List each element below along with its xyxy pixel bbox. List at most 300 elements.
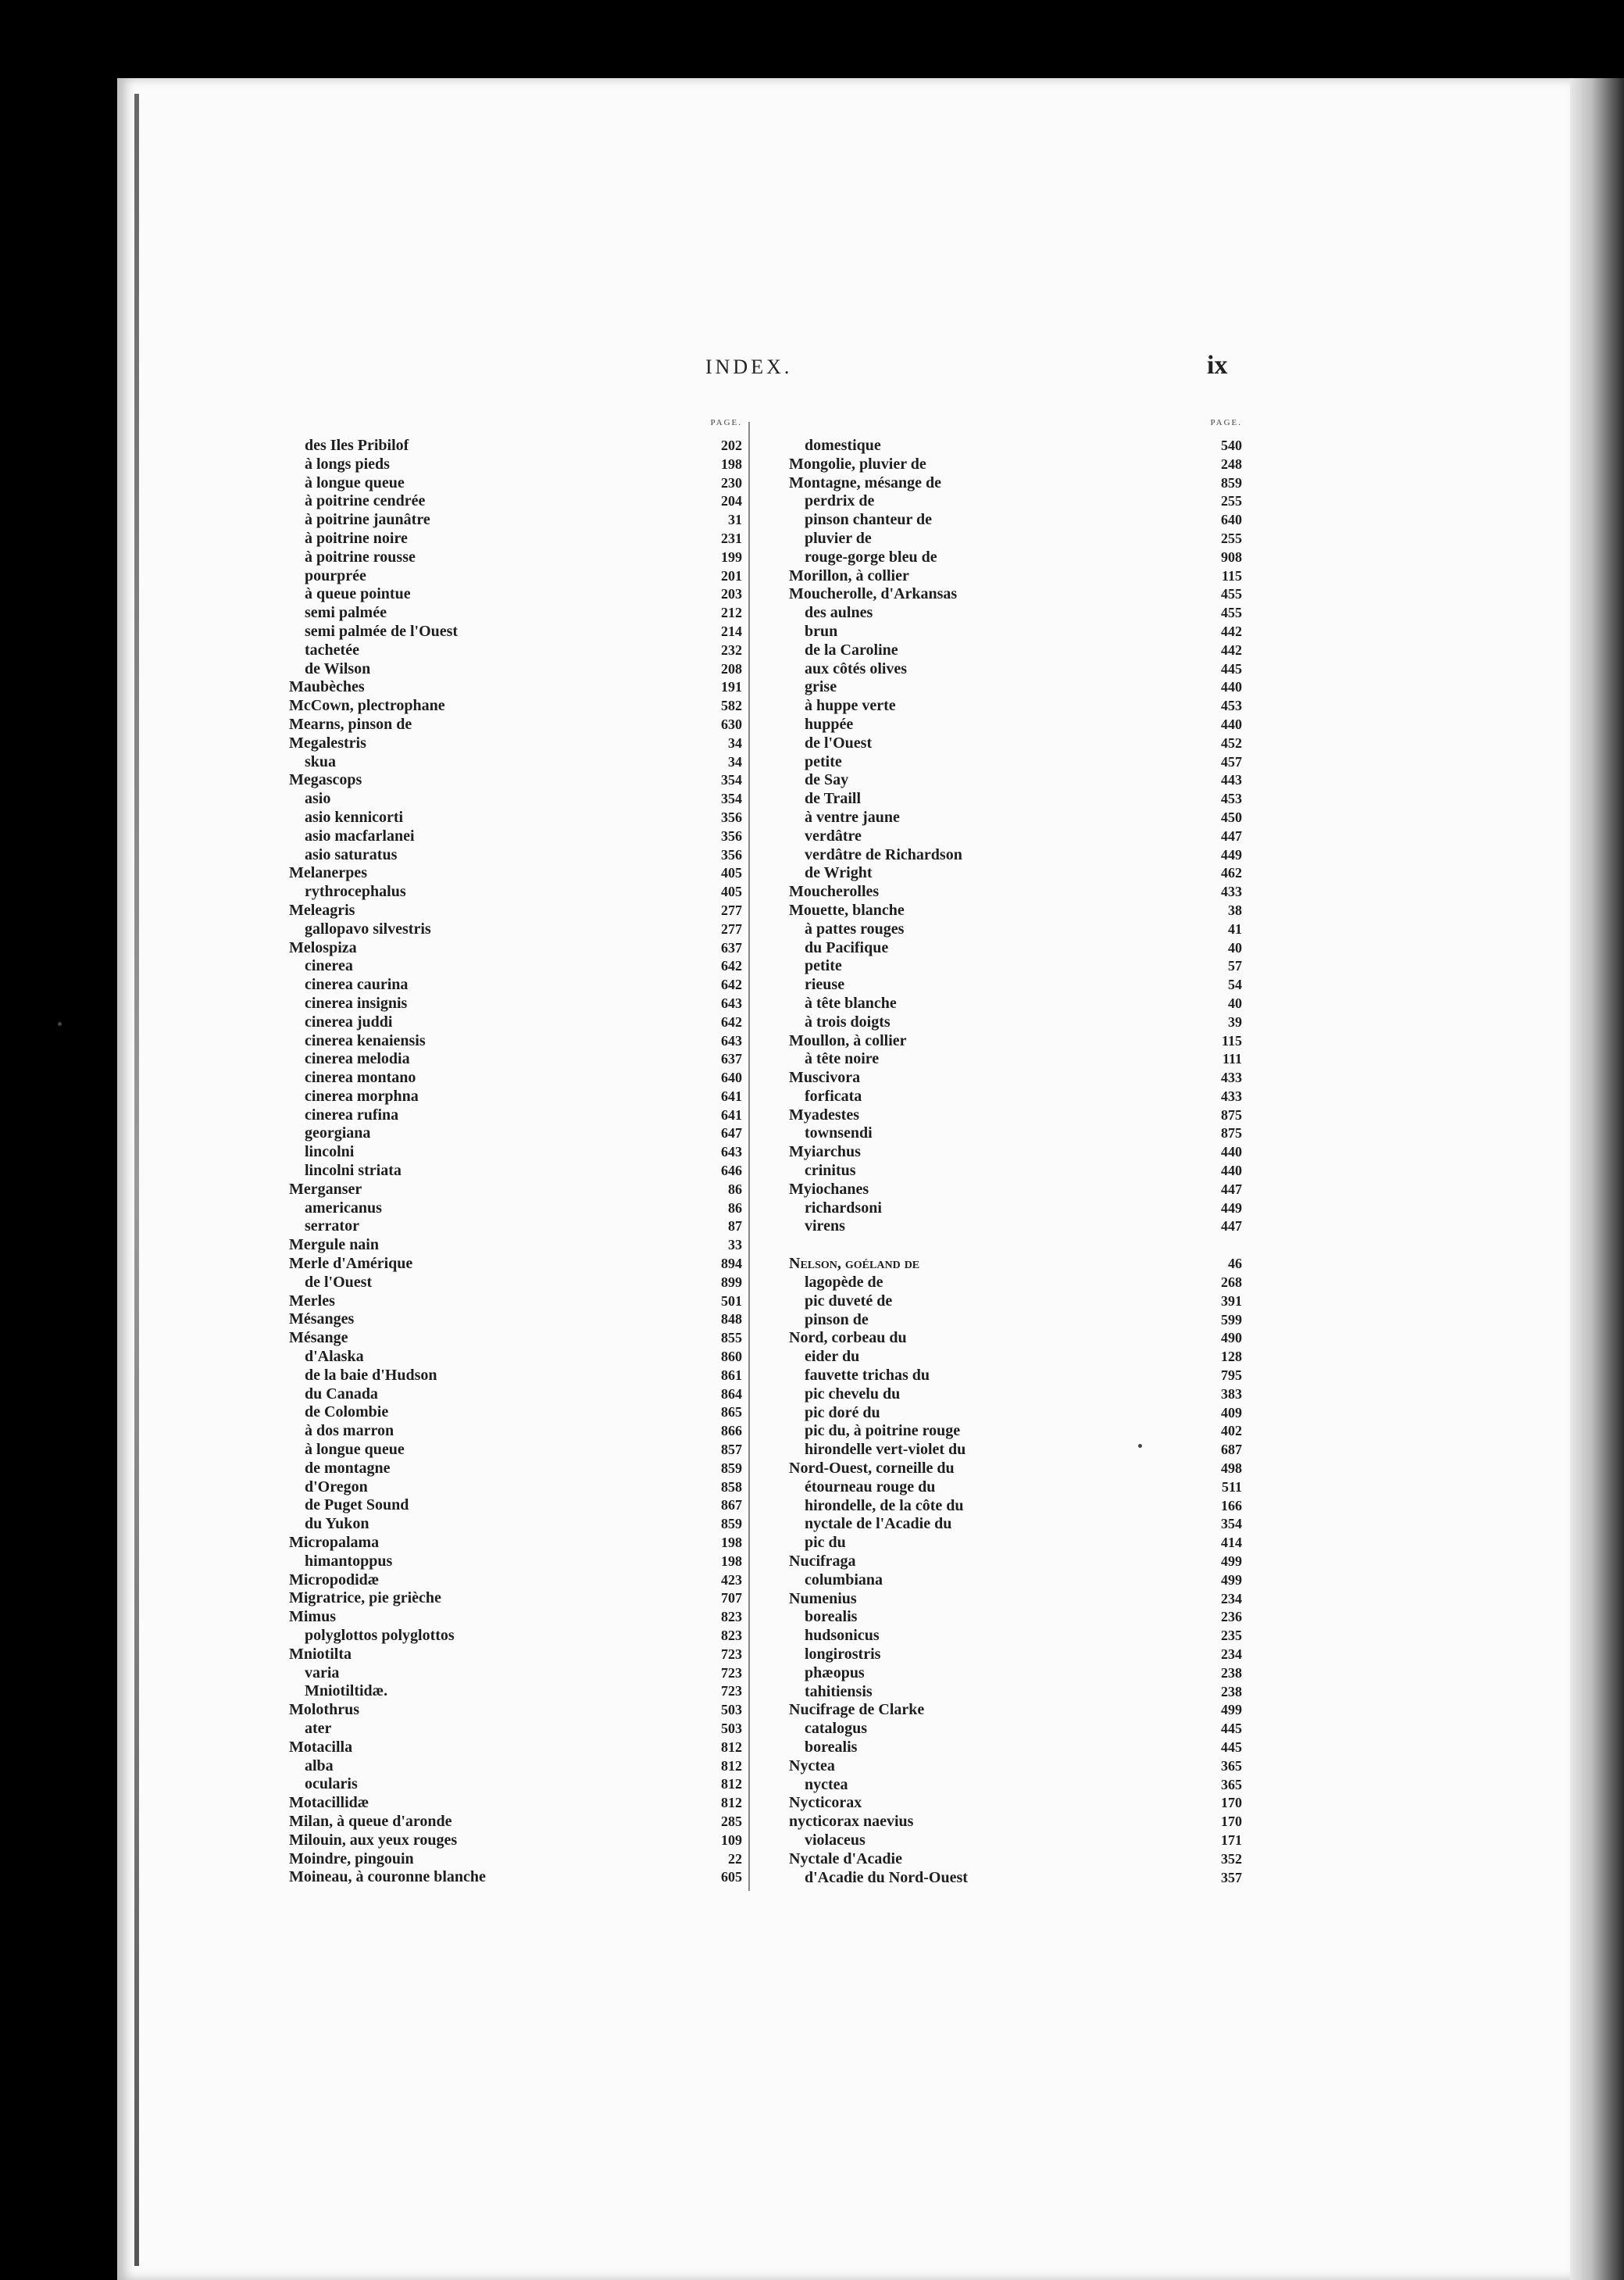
page-label: PAGE. [1210, 418, 1242, 427]
index-term: nycticorax naevius [789, 1813, 914, 1831]
index-term: de la baie d'Hudson [305, 1366, 437, 1384]
index-term: cinerea rufina [305, 1106, 399, 1124]
index-page-ref: 277 [721, 920, 742, 937]
index-page-ref: 855 [721, 1330, 742, 1346]
index-term: lagopède de [805, 1274, 883, 1292]
index-entry [789, 864, 1242, 883]
index-entry [289, 939, 742, 958]
index-page-ref: 452 [1221, 734, 1242, 751]
index-term: asio [305, 790, 331, 808]
index-term: Mearns, pinson de [289, 715, 412, 733]
index-term: étourneau rouge du [805, 1478, 936, 1496]
index-page-ref: 860 [721, 1349, 742, 1365]
page-edge [1570, 78, 1624, 2280]
index-page-ref: 723 [721, 1646, 742, 1662]
index-term: d'Acadie du Nord-Ouest [805, 1868, 968, 1886]
index-term: de Traill [805, 790, 862, 808]
index-page-ref: 447 [1221, 1181, 1242, 1197]
index-page-ref: 356 [721, 827, 742, 844]
index-term: Micropalama [289, 1534, 380, 1552]
index-term: Nycticorax [789, 1794, 862, 1812]
index-term: violaceus [805, 1831, 866, 1849]
index-entry [789, 1088, 1242, 1106]
index-page-ref: 503 [721, 1720, 742, 1736]
index-term: à poitrine noire [305, 529, 408, 547]
index-entry [289, 846, 742, 865]
index-page-ref: 642 [721, 1013, 742, 1030]
index-page-ref: 208 [721, 660, 742, 677]
index-page-ref: 643 [721, 1144, 742, 1160]
index-entry [289, 1515, 742, 1534]
index-term: cinerea [305, 957, 353, 975]
index-entry [289, 1422, 742, 1441]
index-term: georgiana [305, 1124, 371, 1142]
index-term: borealis [805, 1608, 858, 1626]
index-entry [789, 1329, 1242, 1348]
index-entry [789, 456, 1242, 474]
index-page-ref: 285 [721, 1813, 742, 1829]
index-page-ref: 405 [721, 865, 742, 881]
index-page-ref: 812 [721, 1739, 742, 1755]
index-page-ref: 859 [721, 1460, 742, 1476]
index-term: ocularis [305, 1775, 358, 1793]
index-entry [289, 1868, 742, 1887]
index-entry [789, 1701, 1242, 1720]
index-entry [289, 492, 742, 511]
index-term: pic doré du [805, 1403, 880, 1421]
index-page-ref: 499 [1221, 1553, 1242, 1570]
index-term: rythrocephalus [305, 883, 406, 901]
index-term: tahitiensis [805, 1682, 873, 1700]
index-page-ref: 642 [721, 958, 742, 974]
index-page-ref: 812 [721, 1795, 742, 1811]
index-entry [789, 1441, 1242, 1460]
index-entry [289, 697, 742, 716]
index-entry [789, 1478, 1242, 1497]
index-page-ref: 499 [1221, 1571, 1242, 1588]
index-term: tachetée [305, 641, 359, 659]
index-page-ref: 859 [1221, 474, 1242, 491]
index-page-ref: 455 [1221, 586, 1242, 602]
index-term: cinerea montano [305, 1069, 416, 1087]
column-divider [748, 422, 750, 1891]
index-entry [789, 1794, 1242, 1813]
index-page-ref: 238 [1221, 1683, 1242, 1699]
index-entry [789, 567, 1242, 586]
index-term: eider du [805, 1348, 860, 1366]
index-page-ref: 643 [721, 995, 742, 1011]
index-entry [789, 623, 1242, 641]
index-entry [789, 1255, 1242, 1274]
index-page-ref: 637 [721, 939, 742, 956]
index-term: huppée [805, 715, 854, 733]
index-entry [789, 753, 1242, 772]
index-term: Nelson, goéland de [789, 1255, 920, 1273]
index-entry [289, 474, 742, 493]
index-term: lincolni striata [305, 1162, 402, 1180]
index-page-ref: 433 [1221, 1088, 1242, 1104]
index-term: des aulnes [805, 604, 873, 622]
column-header [289, 418, 742, 437]
index-term: des Iles Pribilof [305, 437, 409, 454]
index-page-ref: 234 [1221, 1646, 1242, 1662]
index-page-ref: 115 [1221, 1032, 1242, 1049]
index-page-ref: 268 [1221, 1274, 1242, 1291]
index-term: de Colombie [305, 1403, 389, 1421]
index-page-ref: 40 [1228, 939, 1242, 956]
index-page-ref: 440 [1221, 716, 1242, 732]
index-page-ref: 354 [1221, 1516, 1242, 1532]
index-page-ref: 630 [721, 716, 742, 732]
index-entry [789, 976, 1242, 995]
page-title: INDEX. [705, 356, 793, 378]
index-term: Merle d'Amérique [289, 1255, 413, 1273]
index-page-ref: 875 [1221, 1125, 1242, 1142]
index-term: de la Caroline [805, 641, 898, 659]
index-term: d'Oregon [305, 1478, 368, 1496]
index-term: Milan, à queue d'aronde [289, 1812, 452, 1830]
index-term: pic du [805, 1534, 846, 1552]
index-entry [789, 939, 1242, 958]
index-page-ref: 354 [721, 791, 742, 807]
index-entry [289, 1460, 742, 1478]
index-entry [289, 716, 742, 734]
index-entry [289, 604, 742, 623]
index-entry [789, 1813, 1242, 1832]
index-entry [289, 1162, 742, 1181]
index-entry [789, 492, 1242, 511]
index-entry [789, 1776, 1242, 1795]
index-entry [789, 474, 1242, 493]
index-entry [789, 1850, 1242, 1869]
index-term: semi palmée de l'Ouest [305, 622, 459, 640]
index-entry [789, 1869, 1242, 1888]
index-page-ref: 230 [721, 474, 742, 491]
index-entry [289, 827, 742, 846]
index-page-ref: 38 [1228, 902, 1242, 918]
index-term: Mimus [289, 1608, 336, 1626]
index-entry [289, 1627, 742, 1646]
index-entry [789, 1013, 1242, 1032]
index-page-ref: 277 [721, 902, 742, 918]
index-term: Myiarchus [789, 1143, 861, 1161]
index-term: pourprée [305, 566, 366, 584]
index-page-ref: 365 [1221, 1757, 1242, 1774]
index-entry [289, 753, 742, 772]
index-page-ref: 109 [721, 1832, 742, 1848]
index-term: à tête blanche [805, 994, 897, 1012]
index-page-ref: 823 [721, 1628, 742, 1643]
index-entry [289, 976, 742, 995]
page-number: ix [1207, 351, 1228, 380]
index-page-ref: 642 [721, 977, 742, 993]
index-entry [789, 604, 1242, 623]
index-page-ref: 447 [1221, 827, 1242, 844]
index-term: de Wilson [305, 659, 371, 677]
index-entry [289, 660, 742, 679]
index-page-ref: 212 [721, 605, 742, 621]
index-page-ref: 823 [721, 1609, 742, 1625]
index-term: Mniotiltidæ. [305, 1682, 388, 1700]
index-page-ref: 115 [1221, 567, 1242, 584]
index-page-ref: 449 [1221, 1199, 1242, 1216]
index-term: fauvette trichas du [805, 1367, 930, 1385]
index-term: catalogus [805, 1720, 867, 1738]
index-page-ref: 453 [1221, 698, 1242, 714]
index-term: aux côtés olives [805, 659, 908, 677]
index-term: brun [805, 622, 838, 640]
index-entry [289, 1739, 742, 1757]
index-term: virens [805, 1217, 845, 1235]
index-page-ref: 357 [1221, 1869, 1242, 1885]
index-column-right [789, 418, 1242, 1887]
index-page-ref: 447 [1221, 1218, 1242, 1235]
index-page-ref: 795 [1221, 1367, 1242, 1384]
index-term: lincolni [305, 1143, 355, 1161]
index-entry [789, 1515, 1242, 1534]
index-term: Moineau, à couronne blanche [289, 1868, 486, 1886]
index-term: Moullon, à collier [789, 1031, 907, 1049]
index-entry [789, 1497, 1242, 1516]
index-page-ref: 87 [728, 1218, 742, 1235]
index-entry [289, 864, 742, 883]
page-label: PAGE. [710, 418, 742, 427]
index-entry [289, 1534, 742, 1553]
index-entry [289, 1794, 742, 1813]
index-entry [789, 1627, 1242, 1646]
index-term: pic chevelu du [805, 1385, 901, 1403]
index-term: columbiana [805, 1571, 883, 1588]
column-header [789, 418, 1242, 437]
index-page-ref: 40 [1228, 995, 1242, 1011]
index-term: pinson de [805, 1310, 869, 1328]
index-page-ref: 414 [1221, 1535, 1242, 1551]
index-entry [789, 1181, 1242, 1199]
index-entry [789, 1739, 1242, 1757]
index-term: hudsonicus [805, 1627, 880, 1645]
index-entry [789, 1646, 1242, 1664]
index-entry [789, 1534, 1242, 1553]
index-term: forficata [805, 1087, 862, 1105]
index-page-ref: 540 [1221, 438, 1242, 453]
index-page-ref: 707 [721, 1590, 742, 1606]
index-term: Myadestes [789, 1106, 859, 1124]
index-term: rouge-gorge bleu de [805, 548, 937, 566]
index-term: à longs pieds [305, 455, 390, 473]
index-page-ref: 640 [721, 1070, 742, 1086]
index-page-ref: 234 [1221, 1590, 1242, 1606]
index-page-ref: 442 [1221, 641, 1242, 658]
index-page-ref: 858 [721, 1478, 742, 1495]
index-term: à huppe verte [805, 697, 896, 715]
index-page-ref: 440 [1221, 1163, 1242, 1179]
index-page-ref: 391 [1221, 1292, 1242, 1309]
index-entry [289, 1310, 742, 1329]
index-entry [789, 1367, 1242, 1385]
index-entry [289, 549, 742, 567]
index-term: Mongolie, pluvier de [789, 455, 926, 473]
index-term: du Pacifique [805, 938, 889, 956]
index-term: Mésanges [289, 1310, 355, 1328]
index-term: borealis [805, 1738, 858, 1756]
index-page-ref: 443 [1221, 772, 1242, 788]
index-page-ref: 641 [721, 1088, 742, 1104]
index-page-ref: 599 [1221, 1311, 1242, 1328]
index-entry [289, 995, 742, 1013]
index-entry [289, 1088, 742, 1106]
index-page-ref: 449 [1221, 846, 1242, 863]
index-entry [289, 585, 742, 604]
index-term: Motacilla [289, 1738, 353, 1756]
index-page-ref: 499 [1221, 1702, 1242, 1718]
index-term: Molothrus [289, 1701, 359, 1719]
index-page-ref: 450 [1221, 809, 1242, 825]
index-entry [289, 1217, 742, 1236]
index-page-ref: 405 [721, 884, 742, 900]
index-page-ref: 582 [721, 698, 742, 714]
index-page-ref: 866 [721, 1423, 742, 1439]
index-term: asio kennicorti [305, 808, 404, 826]
index-term: serrator [305, 1217, 359, 1235]
index-entry [789, 1106, 1242, 1125]
index-page-ref: 455 [1221, 605, 1242, 621]
index-entry [289, 1441, 742, 1460]
index-entry [789, 1199, 1242, 1218]
index-entry [789, 995, 1242, 1013]
index-term: crinitus [805, 1162, 856, 1180]
index-page-ref: 848 [721, 1311, 742, 1328]
index-term: à pattes rouges [805, 920, 905, 938]
index-entry [789, 660, 1242, 679]
index-term: à ventre jaune [805, 808, 900, 826]
index-term: rieuse [805, 976, 845, 994]
index-entry [289, 1682, 742, 1701]
index-entry [289, 1553, 742, 1571]
index-entry [789, 1236, 1242, 1255]
index-entry [789, 902, 1242, 920]
index-page-ref: 723 [721, 1664, 742, 1681]
index-term: Mésange [289, 1329, 348, 1347]
index-page-ref: 128 [1221, 1349, 1242, 1365]
index-term: asio saturatus [305, 845, 398, 863]
index-term: Nucifrage de Clarke [789, 1701, 925, 1719]
index-term: Motacillidæ [289, 1794, 369, 1812]
index-entry [789, 1720, 1242, 1739]
index-page-ref: 54 [1228, 977, 1242, 993]
index-entry [289, 809, 742, 827]
index-term: à poitrine cendrée [305, 492, 426, 510]
index-term: à queue pointue [305, 585, 411, 603]
index-page-ref: 440 [1221, 679, 1242, 695]
speck-mark [1138, 1444, 1142, 1448]
index-entry [289, 1664, 742, 1683]
index-term: petite [805, 752, 842, 770]
index-page-ref: 86 [728, 1181, 742, 1197]
index-page-ref: 31 [728, 512, 742, 528]
index-entry [789, 827, 1242, 846]
index-page-ref: 203 [721, 586, 742, 602]
index-entry [789, 585, 1242, 604]
index-term: du Yukon [305, 1515, 369, 1533]
index-entry [289, 1608, 742, 1627]
index-entry [789, 883, 1242, 902]
index-entry [289, 1589, 742, 1608]
index-entry [789, 1608, 1242, 1627]
index-term: nyctea [805, 1775, 848, 1793]
index-entry [289, 1274, 742, 1292]
index-page-ref: 857 [721, 1442, 742, 1458]
index-entry [289, 530, 742, 549]
index-page-ref: 908 [1221, 549, 1242, 565]
index-entry [289, 1013, 742, 1032]
index-page-ref: 41 [1228, 920, 1242, 937]
index-page-ref: 236 [1221, 1609, 1242, 1625]
index-page-ref: 86 [728, 1199, 742, 1216]
index-page-ref: 511 [1221, 1478, 1242, 1495]
index-page-ref: 214 [721, 623, 742, 639]
book-gutter [134, 94, 139, 2266]
index-page-ref: 356 [721, 809, 742, 825]
index-term: Meleagris [289, 901, 355, 919]
index-term: semi palmée [305, 604, 387, 622]
index-term: asio macfarlanei [305, 827, 415, 845]
index-term: de l'Ouest [305, 1273, 373, 1291]
index-entry [289, 1292, 742, 1311]
index-term: Moucherolle, d'Arkansas [789, 585, 958, 603]
index-term: Montagne, mésange de [789, 474, 941, 491]
index-term: à longue queue [305, 1441, 405, 1459]
index-term: de Wright [805, 864, 873, 882]
index-page-ref: 356 [721, 846, 742, 863]
index-term: à dos marron [305, 1422, 394, 1440]
index-term: cinerea kenaiensis [305, 1031, 426, 1049]
index-page-ref: 39 [1228, 1013, 1242, 1030]
index-page-ref: 433 [1221, 884, 1242, 900]
index-term: Muscivora [789, 1069, 861, 1087]
index-page-ref: 490 [1221, 1330, 1242, 1346]
index-page-ref: 354 [721, 772, 742, 788]
index-page-ref: 637 [721, 1051, 742, 1067]
index-entry [289, 1496, 742, 1515]
index-entry [289, 1329, 742, 1348]
index-term: verdâtre [805, 827, 862, 845]
index-page-ref: 409 [1221, 1404, 1242, 1421]
index-entry [289, 641, 742, 660]
index-entry [789, 1217, 1242, 1236]
index-entry [289, 1775, 742, 1794]
index-page-ref: 198 [721, 1553, 742, 1569]
index-page-ref: 501 [721, 1292, 742, 1309]
index-entry [789, 549, 1242, 567]
index-entry [289, 771, 742, 790]
index-page-ref: 235 [1221, 1628, 1242, 1644]
index-page-ref: 445 [1221, 1721, 1242, 1737]
index-term: americanus [305, 1199, 382, 1217]
index-term: Morillon, à collier [789, 566, 909, 584]
index-entry [789, 1832, 1242, 1850]
index-term: Nyctea [789, 1756, 835, 1774]
index-entry [289, 883, 742, 902]
index-term: de Say [805, 771, 849, 789]
index-term: varia [305, 1664, 340, 1681]
index-entry [789, 530, 1242, 549]
index-entry [289, 1701, 742, 1720]
index-term: pic duveté de [805, 1292, 893, 1310]
index-term: perdrix de [805, 492, 875, 510]
index-term: ater [305, 1719, 332, 1737]
index-page-ref: 34 [728, 753, 742, 770]
index-entry [289, 902, 742, 920]
